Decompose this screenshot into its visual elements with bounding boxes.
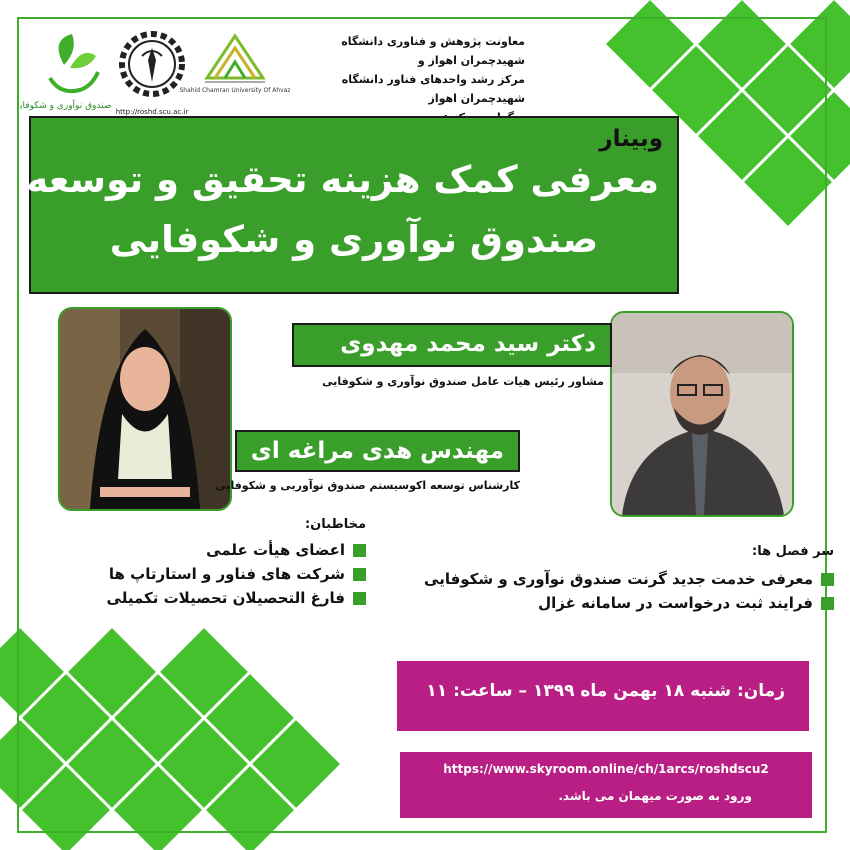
innovation-fund-logo-text: صندوق نوآوری و شکوفایی [20, 101, 112, 111]
audience-item [107, 541, 366, 559]
speaker-1-name-banner [292, 323, 612, 367]
topic-item [424, 570, 834, 588]
speaker-2-name-banner [235, 430, 520, 472]
topics-list [424, 570, 834, 618]
bullet-square-icon [353, 544, 366, 557]
bullet-square-icon [821, 597, 834, 610]
access-banner [400, 752, 812, 818]
audience-list [107, 541, 366, 613]
organizer-line-2: مرکز رشد واحدهای فناور دانشگاه شهیدچمران اهواز [341, 73, 525, 105]
audience-item [107, 589, 366, 607]
organizer-header [300, 32, 525, 127]
webinar-link[interactable]: https://www.skyroom.online/ch/1arcs/roshdscu2 [443, 762, 769, 776]
schedule-text: زمان: شنبه ۱۸ بهمن ماه ۱۳۹۹ – ساعت: ۱۱ [426, 681, 785, 701]
audience-item-text: اعضای هیأت علمی [206, 541, 345, 559]
webinar-label: وبینار [599, 126, 663, 152]
audience-title: مخاطبان: [304, 517, 366, 532]
topic-item [424, 594, 834, 612]
speaker-2-name: مهندس هدی مراغه ای [250, 438, 504, 464]
title-line-2: صندوق نوآوری و شکوفایی [109, 218, 599, 261]
bullet-square-icon [821, 573, 834, 586]
topics-title: سر فصل ها: [752, 544, 834, 559]
bullet-square-icon [353, 592, 366, 605]
guest-entry-note: ورود به صورت میهمان می باشد. [558, 789, 752, 803]
roshd-center-logo-text: http://roshd.scu.ac.ir [115, 108, 189, 116]
shahid-chamran-university-logo [179, 36, 290, 94]
speaker-photo-female-graphic [60, 309, 230, 509]
speaker-photo-male-graphic [612, 313, 792, 515]
topic-item-text: فرایند ثبت درخواست در سامانه غزال [538, 594, 813, 612]
audience-item-text: شرکت های فناور و استارتاپ ها [108, 565, 345, 583]
audience-item-text: فارغ التحصیلان تحصیلات تکمیلی [106, 589, 345, 607]
speaker-2-role: کارشناس توسعه اکوسیستم صندوق نوآوریی و شکوفایی [215, 479, 520, 492]
title-line-1: معرفی کمک هزینه تحقیق و توسعه [26, 158, 659, 201]
topic-item-text: معرفی خدمت جدید گرنت صندوق نوآوری و شکوفایی [424, 570, 813, 588]
organizer-line-1: معاونت پژوهش و فناوری دانشگاه شهیدچمران اهواز و [341, 35, 525, 67]
speaker-1-name: دکتر سید محمد مهدوی [340, 331, 596, 357]
title-banner [26, 116, 679, 294]
logo-strip [20, 20, 290, 120]
audience-item [107, 565, 366, 583]
schedule-banner [397, 661, 809, 731]
bullet-square-icon [353, 568, 366, 581]
shahid-chamran-university-logo-text: Shahid Chamran University Of Ahvaz [179, 87, 290, 94]
speaker-photo-female [58, 307, 232, 511]
speaker-1-role: مشاور رئیس هیات عامل صندوق نوآوری و شکوفایی [322, 375, 604, 388]
logos-graphic [20, 20, 290, 120]
roshd-center-logo [116, 34, 189, 116]
speaker-photo-male [610, 311, 794, 517]
innovation-fund-logo [20, 34, 111, 111]
